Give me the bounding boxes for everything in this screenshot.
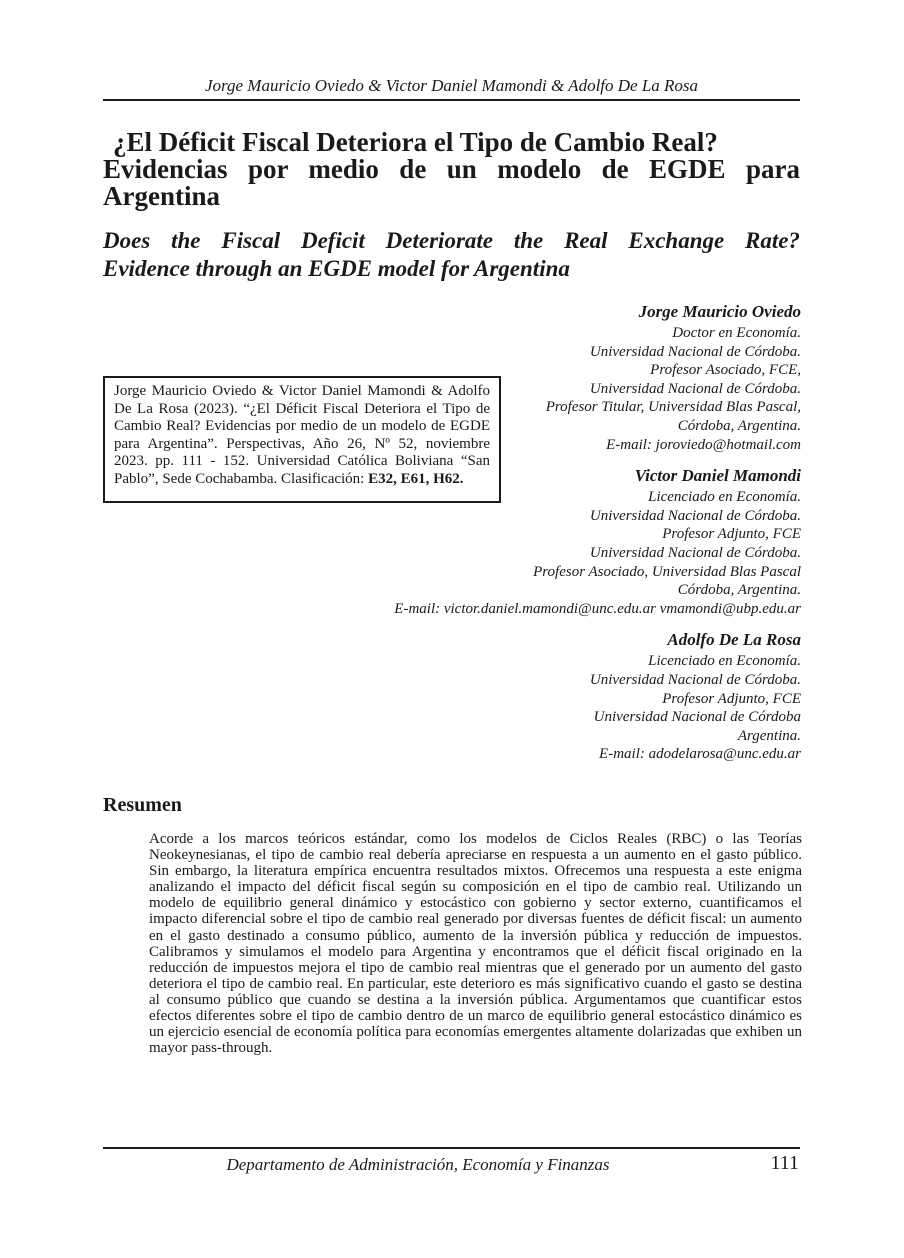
author-block: [341, 300, 801, 454]
affiliation-line: Universidad Nacional de Córdoba.: [589, 343, 801, 360]
footer-department: Departamento de Administración, Economía y Finanzas: [226, 1155, 610, 1174]
author-block: [341, 628, 801, 764]
citation-jel-codes: E32, E61, H62.: [368, 470, 464, 487]
affiliation-line: Universidad Nacional de Córdoba.: [589, 544, 801, 561]
title-spanish-line-1: ¿El Déficit Fiscal Deteriora el Tipo de Cambio Real?: [113, 127, 718, 157]
citation-text: Jorge Mauricio Oviedo & Victor Daniel Mamondi & Adolfo De La Rosa (2023). “¿El Déficit Fiscal Deteriora el Tipo de Cambio Real? Evidencias por medio de un modelo de EGDE para Argentina”. Perspectivas, Año 26, Nº 52, noviembre 2023. pp. 111 - 152. Universidad Católica Boliviana “San Pablo”, Sede Cochabamba. Clasificación:: [114, 383, 490, 487]
affiliation-line: Licenciado en Economía.: [648, 653, 801, 670]
page-number: 111: [770, 1152, 799, 1174]
abstract-body: Acorde a los marcos teóricos estándar, como los modelos de Ciclos Reales (RBC) o las Teorías Neokeynesianas, el tipo de cambio real debería apreciarse en respuesta a un aumento en el gasto público. Sin embargo, la literatura empírica encuentra resultados mixtos. Ofrecemos una respuesta a este enigma analizando el impacto del déficit fiscal según su composición en el tipo de cambio real. Utilizando un modelo de equilibrio general dinámico y estocástico con gobierno y sector externo, cuantificamos el impacto diferencial sobre el tipo de cambio real generado por diversas fuentes de déficit fiscal: un aumento en el gasto destinado a consumo público, aumento de la inversión pública y reducción de impuestos. Calibramos y simulamos el modelo para Argentina y encontramos que el déficit fiscal originado en la reducción de impuestos mejora el tipo de cambio real mientras que el generado por un aumento del gasto deteriora el tipo de cambio real. En particular, este deterioro es más significativo cuando el gasto se destina al consumo público que cuando se destina a la inversión pública. Argumentamos que cuantificar estos efectos diferentes sobre el tipo de cambio dentro de un marco de equilibrio general estocástico dinámico es un ejercicio esencial de economía política para economías emergentes altamente dolarizadas que exhiben un mayor pass-through.: [149, 831, 802, 1057]
header-rule: [103, 99, 800, 101]
title-spanish-line-2: Evidencias por medio de un modelo de EGDE para: [103, 154, 800, 184]
affiliation-line: Profesor Asociado, Universidad Blas Pascal: [533, 563, 801, 580]
affiliation-line: Profesor Asociado, FCE,: [650, 362, 801, 379]
affiliation-line: Córdoba, Argentina.: [677, 582, 801, 599]
running-head: Jorge Mauricio Oviedo & Victor Daniel Mamondi & Adolfo De La Rosa: [204, 76, 699, 95]
affiliation-line: Universidad Nacional de Córdoba: [593, 709, 801, 726]
affiliation-line: Universidad Nacional de Córdoba.: [589, 671, 801, 688]
affiliation-line: Profesor Adjunto, FCE: [662, 690, 801, 707]
author-name: Victor Daniel Mamondi: [634, 466, 801, 486]
author-email[interactable]: E-mail: victor.daniel.mamondi@unc.edu.ar vmamondi@ubp.edu.ar: [394, 600, 801, 617]
title-spanish: [103, 129, 800, 210]
author-block: [341, 464, 801, 618]
author-email[interactable]: E-mail: adodelarosa@unc.edu.ar: [599, 746, 801, 763]
title-spanish-line-3: Argentina: [103, 181, 220, 211]
footer-rule: [103, 1147, 800, 1149]
author-email[interactable]: E-mail: joroviedo@hotmail.com: [606, 436, 801, 453]
abstract-heading: Resumen: [103, 794, 182, 816]
affiliation-line: Doctor en Economía.: [672, 325, 801, 341]
title-english-line-2: Evidence through an EGDE model for Argentina: [103, 256, 570, 281]
author-name: Jorge Mauricio Oviedo: [638, 302, 801, 321]
affiliation-line: Profesor Titular, Universidad Blas Pascal,: [545, 399, 801, 416]
title-english: [103, 227, 800, 283]
affiliation-line: Profesor Adjunto, FCE: [662, 526, 801, 543]
author-affiliations: [341, 300, 801, 774]
affiliation-line: Universidad Nacional de Córdoba.: [589, 380, 801, 397]
affiliation-line: Licenciado en Economía.: [648, 489, 801, 506]
affiliation-line: Córdoba, Argentina.: [677, 417, 801, 434]
title-english-line-1: Does the Fiscal Deficit Deteriorate the Real Exchange Rate?: [103, 228, 800, 253]
author-name: Adolfo De La Rosa: [667, 630, 801, 650]
affiliation-line: Universidad Nacional de Córdoba.: [589, 507, 801, 524]
affiliation-line: Argentina.: [737, 727, 801, 744]
